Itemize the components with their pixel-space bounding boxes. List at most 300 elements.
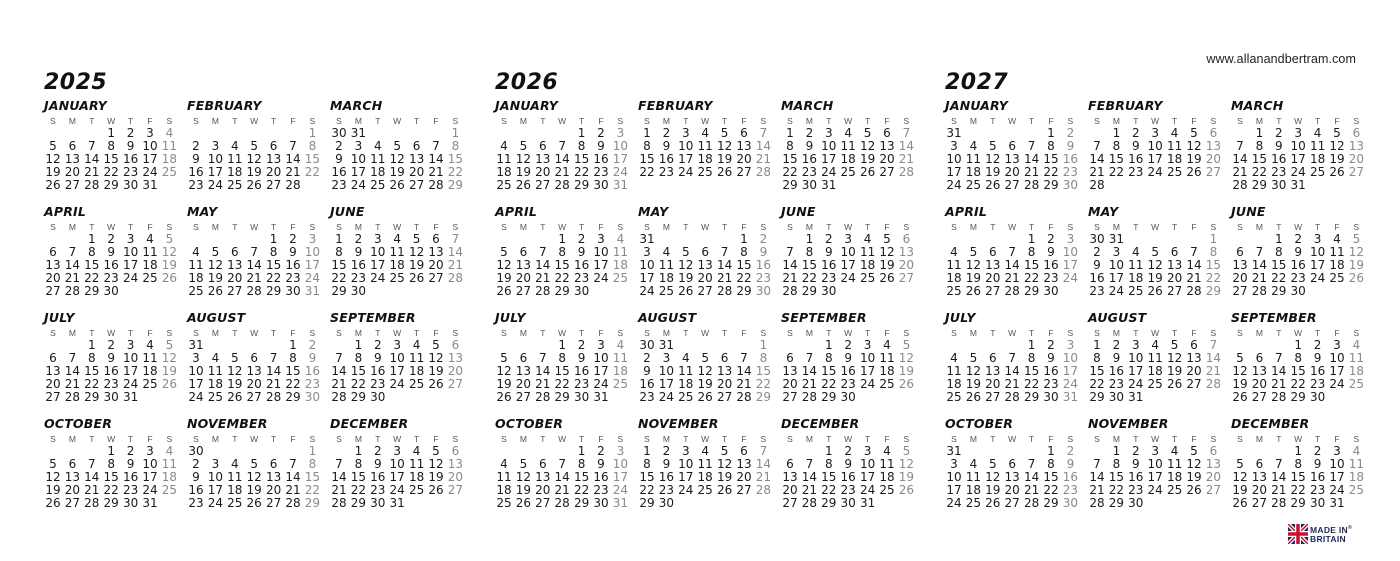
calendar-day: 15 — [1251, 152, 1268, 167]
calendar-day: 7 — [740, 351, 748, 366]
calendar-day: 29 — [350, 390, 367, 405]
calendar-day: 8 — [1027, 351, 1036, 366]
calendar-day: 5 — [1151, 245, 1159, 260]
weekday-label: S — [617, 222, 624, 232]
weekday-label: S — [787, 328, 793, 338]
calendar-day: 9 — [597, 457, 605, 472]
calendar-day: 5 — [500, 351, 508, 366]
calendar-day: 4 — [701, 126, 709, 140]
calendar-day: 23 — [1089, 284, 1105, 299]
calendar-day: 3 — [616, 126, 625, 140]
weekday-label: S — [501, 222, 507, 232]
weekday-label: M — [1112, 222, 1120, 232]
calendar-day: 8 — [824, 351, 833, 366]
calendar-day: 26 — [1147, 284, 1163, 299]
calendar-day: 28 — [1004, 284, 1020, 299]
calendar-day: 23 — [593, 483, 609, 498]
calendar-day: 3 — [1294, 126, 1302, 140]
calendar-day: 25 — [1166, 165, 1183, 180]
weekday-label: F — [147, 328, 153, 338]
calendar-day: 16 — [188, 165, 204, 180]
calendar-day: 6 — [1170, 245, 1179, 260]
calendar-day: 29 — [1251, 178, 1268, 193]
calendar-day: 14 — [801, 470, 818, 485]
calendar-day: 15 — [736, 258, 752, 273]
calendar-day: 24 — [142, 483, 158, 498]
calendar-day: 3 — [308, 232, 317, 246]
weekday-label: T — [1133, 434, 1139, 444]
calendar-day: 8 — [1209, 245, 1218, 260]
weekday-label: W — [393, 328, 402, 338]
calendar-day: 18 — [879, 364, 895, 379]
calendar-day: 12 — [389, 152, 405, 167]
calendar-day: 25 — [389, 271, 405, 286]
month-name: FEBRUARY — [638, 98, 713, 113]
calendar-day: 1 — [759, 338, 768, 352]
calendar-day: 29 — [554, 390, 570, 405]
calendar-day: 16 — [304, 364, 321, 379]
weekday-label: T — [1314, 116, 1321, 126]
month-september — [1231, 310, 1371, 415]
calendar-day: 21 — [801, 377, 818, 392]
calendar-day: 10 — [612, 139, 629, 154]
calendar-day: 1 — [824, 444, 833, 458]
calendar-day: 16 — [1309, 364, 1326, 379]
weekday-label: S — [309, 328, 316, 338]
calendar-day: 22 — [447, 165, 464, 180]
calendar-day: 21 — [1004, 377, 1020, 392]
calendar-day: 27 — [535, 178, 551, 193]
calendar-day: 5 — [1190, 126, 1198, 140]
calendar-day: 26 — [1186, 483, 1202, 498]
weekday-label: T — [721, 434, 728, 444]
weekday-label: M — [1255, 222, 1263, 232]
month-name: SEPTEMBER — [781, 310, 867, 325]
calendar-day: 5 — [988, 457, 997, 472]
calendar-day: 19 — [1232, 483, 1248, 498]
calendar-day: 20 — [1348, 152, 1365, 167]
calendar-day: 26 — [496, 284, 512, 299]
calendar-day: 15 — [350, 470, 367, 485]
calendar-day: 16 — [801, 152, 818, 167]
calendar-day: 28 — [1232, 178, 1248, 193]
calendar-day: 5 — [701, 351, 709, 366]
weekday-label: F — [741, 222, 747, 232]
calendar-day: 31 — [1128, 390, 1144, 405]
month-name: FEBRUARY — [187, 98, 262, 113]
weekday-label: T — [1276, 116, 1282, 126]
calendar-day: 20 — [879, 152, 895, 167]
calendar-day: 19 — [496, 271, 512, 286]
weekday-label: S — [617, 116, 624, 126]
calendar-day: 10 — [821, 139, 837, 154]
weekday-label: T — [270, 328, 277, 338]
weekday-label: T — [540, 434, 546, 444]
calendar-day: 11 — [1348, 351, 1365, 366]
month-may — [187, 204, 327, 309]
calendar-day: 19 — [965, 271, 982, 286]
calendar-day: 2 — [577, 338, 586, 352]
calendar-day: 8 — [335, 245, 343, 260]
weekday-header — [187, 434, 327, 444]
calendar-day: 2 — [289, 232, 297, 246]
calendar-day: 17 — [612, 152, 629, 167]
calendar-day: 18 — [408, 364, 425, 379]
calendar-day: 15 — [821, 364, 837, 379]
year-title: 2027 — [945, 70, 1009, 95]
weekday-label: M — [805, 222, 813, 232]
calendar-day: 3 — [681, 126, 690, 140]
calendar-day: 15 — [304, 152, 321, 167]
calendar-day: 7 — [1008, 245, 1016, 260]
weekday-label: M — [1255, 434, 1263, 444]
weekday-label: M — [805, 328, 813, 338]
calendar-day: 15 — [1205, 258, 1222, 273]
calendar-day: 29 — [1271, 284, 1287, 299]
calendar-day: 18 — [161, 470, 178, 485]
weekday-header — [945, 222, 1085, 232]
calendar-day: 27 — [1251, 390, 1268, 405]
calendar-day: 13 — [1186, 351, 1202, 366]
calendar-day: 25 — [697, 165, 713, 180]
calendar-day: 2 — [1313, 338, 1322, 352]
calendar-day: 21 — [84, 165, 100, 180]
calendar-day: 23 — [1062, 165, 1079, 180]
weekday-label: S — [1067, 328, 1074, 338]
calendar-day: 7 — [786, 245, 794, 260]
calendar-day: 24 — [142, 165, 158, 180]
weekday-label: T — [1314, 328, 1321, 338]
calendar-day: 24 — [593, 377, 609, 392]
calendar-day: 16 — [840, 470, 856, 485]
calendar-day: 1 — [1255, 126, 1264, 140]
month-june — [330, 204, 470, 309]
weekday-label: M — [211, 434, 219, 444]
calendar-day: 8 — [451, 139, 460, 154]
calendar-day: 4 — [500, 457, 508, 472]
weekday-header — [1231, 116, 1371, 126]
calendar-day: 29 — [304, 496, 321, 511]
weekday-label: W — [107, 328, 116, 338]
calendar-day: 19 — [227, 377, 243, 392]
website-url[interactable]: www.allanandbertram.com — [1206, 52, 1356, 66]
calendar-day: 12 — [716, 457, 733, 472]
calendar-day: 13 — [535, 470, 551, 485]
weekday-label: W — [844, 116, 853, 126]
calendar-day: 14 — [1004, 258, 1020, 273]
weekday-label: S — [193, 434, 199, 444]
calendar-day: 30 — [350, 284, 367, 299]
weekday-header — [638, 328, 778, 338]
calendar-day: 30 — [1108, 390, 1125, 405]
weekday-label: F — [1191, 434, 1197, 444]
calendar-day: 7 — [68, 351, 77, 366]
calendar-day: 2 — [335, 139, 343, 154]
weekday-label: F — [598, 116, 604, 126]
calendar-day: 2 — [1093, 245, 1101, 260]
calendar-day: 14 — [716, 258, 733, 273]
weekday-label: S — [1353, 116, 1360, 126]
calendar-day: 12 — [428, 457, 444, 472]
calendar-day: 26 — [716, 483, 733, 498]
calendar-day: 28 — [554, 496, 570, 511]
calendar-day: 12 — [161, 351, 178, 366]
calendar-day: 27 — [265, 178, 282, 193]
calendar-day: 26 — [45, 178, 61, 193]
weekday-label: T — [721, 222, 728, 232]
weekday-label: T — [1171, 222, 1178, 232]
calendar-day: 10 — [188, 364, 204, 379]
calendar-day: 2 — [107, 232, 115, 246]
weekday-label: T — [232, 116, 238, 126]
calendar-day: 23 — [370, 377, 386, 392]
calendar-day: 8 — [107, 457, 115, 472]
calendar-day: 7 — [1093, 139, 1101, 154]
calendar-day: 8 — [354, 351, 363, 366]
calendar-day: 30 — [1309, 496, 1326, 511]
calendar-day: 21 — [755, 470, 772, 485]
calendar-day: 28 — [246, 284, 262, 299]
calendar-day: 5 — [412, 232, 421, 246]
calendar-day: 7 — [432, 139, 440, 154]
month-march — [330, 98, 470, 203]
calendar-day: 6 — [269, 139, 278, 154]
calendar-day: 26 — [227, 390, 243, 405]
weekday-label: S — [644, 222, 650, 232]
weekday-label: F — [741, 434, 747, 444]
month-name: OCTOBER — [945, 416, 1014, 431]
calendar-day: 29 — [1023, 284, 1040, 299]
calendar-day: 15 — [285, 364, 301, 379]
calendar-day: 20 — [898, 258, 915, 273]
weekday-header — [1231, 328, 1371, 338]
calendar-day: 5 — [165, 338, 174, 352]
month-march — [1231, 98, 1371, 203]
weekday-label: F — [1191, 116, 1197, 126]
calendar-day: 11 — [496, 152, 512, 167]
weekday-label: T — [232, 328, 238, 338]
weekday-label: T — [864, 328, 871, 338]
calendar-day: 21 — [1023, 165, 1040, 180]
calendar-day: 28 — [736, 390, 752, 405]
weekday-label: T — [232, 434, 238, 444]
calendar-day: 17 — [350, 165, 367, 180]
calendar-day: 29 — [285, 390, 301, 405]
weekday-label: S — [760, 222, 767, 232]
calendar-day: 26 — [207, 284, 224, 299]
calendar-day: 16 — [122, 152, 139, 167]
calendar-day: 31 — [304, 284, 321, 299]
calendar-day: 16 — [1309, 470, 1326, 485]
calendar-day: 13 — [985, 258, 1001, 273]
weekday-label: T — [413, 222, 420, 232]
weekday-label: S — [166, 434, 173, 444]
calendar-day: 23 — [285, 271, 301, 286]
weekday-label: T — [1133, 222, 1139, 232]
calendar-day: 10 — [1329, 351, 1345, 366]
month-name: JANUARY — [44, 98, 107, 113]
weekday-label: T — [826, 116, 832, 126]
calendar-day: 17 — [612, 470, 629, 485]
calendar-day: 24 — [859, 483, 876, 498]
calendar-day: 24 — [612, 483, 629, 498]
calendar-day: 13 — [1004, 152, 1020, 167]
calendar-day: 7 — [1236, 139, 1244, 154]
month-name: JANUARY — [945, 98, 1008, 113]
calendar-day: 6 — [432, 232, 440, 246]
calendar-day: 2 — [577, 232, 586, 246]
calendar-day: 31 — [612, 178, 629, 193]
calendar-day: 23 — [755, 271, 772, 286]
calendar-day: 14 — [84, 152, 100, 167]
calendar-day: 7 — [1027, 139, 1036, 154]
calendar-day: 10 — [946, 152, 962, 167]
month-july — [945, 310, 1085, 415]
calendar-day: 16 — [840, 364, 856, 379]
calendar-day: 9 — [1112, 351, 1121, 366]
month-name: JANUARY — [495, 98, 558, 113]
calendar-day: 15 — [1023, 364, 1040, 379]
calendar-day: 17 — [678, 152, 694, 167]
calendar-day: 15 — [782, 152, 798, 167]
calendar-day: 22 — [1023, 377, 1040, 392]
calendar-day: 25 — [408, 483, 425, 498]
calendar-day: 2 — [192, 457, 200, 472]
weekday-label: S — [452, 328, 459, 338]
calendar-day: 1 — [558, 338, 566, 352]
calendar-day: 14 — [285, 470, 301, 485]
calendar-day: 13 — [447, 457, 464, 472]
month-october — [44, 416, 184, 521]
calendar-day: 2 — [1131, 444, 1140, 458]
calendar-day: 30 — [1290, 284, 1306, 299]
weekday-label: M — [354, 222, 362, 232]
month-name: NOVEMBER — [187, 416, 268, 431]
calendar-day: 11 — [142, 351, 158, 366]
weekday-label: W — [250, 328, 259, 338]
weekday-label: T — [1133, 116, 1139, 126]
calendar-day: 30 — [122, 178, 139, 193]
calendar-day: 25 — [678, 390, 694, 405]
year-title: 2025 — [44, 70, 108, 95]
calendar-day: 23 — [1043, 271, 1059, 286]
weekday-label: W — [1151, 328, 1160, 338]
calendar-day: 1 — [558, 232, 566, 246]
calendar-day: 14 — [801, 364, 818, 379]
calendar-day: 8 — [1274, 245, 1283, 260]
month-name: MARCH — [781, 98, 834, 113]
calendar-day: 10 — [142, 457, 158, 472]
weekday-label: M — [1255, 116, 1263, 126]
calendar-day: 24 — [207, 178, 224, 193]
calendar-day: 17 — [840, 258, 856, 273]
calendar-day: 4 — [146, 338, 154, 352]
calendar-day: 5 — [883, 232, 891, 246]
month-october — [495, 416, 635, 521]
calendar-day: 7 — [805, 351, 814, 366]
calendar-day: 29 — [350, 496, 367, 511]
calendar-day: 5 — [1236, 457, 1244, 472]
calendar-day: 11 — [658, 258, 675, 273]
calendar-day: 22 — [350, 483, 367, 498]
calendar-day: 2 — [192, 139, 200, 154]
calendar-day: 4 — [950, 245, 958, 260]
calendar-day: 29 — [1043, 496, 1059, 511]
month-name: APRIL — [44, 204, 87, 219]
calendar-day: 27 — [265, 496, 282, 511]
calendar-day: 5 — [432, 338, 440, 352]
calendar-day: 16 — [658, 470, 675, 485]
calendar-day: 4 — [373, 139, 382, 154]
calendar-day: 13 — [782, 470, 798, 485]
weekday-label: F — [1048, 116, 1054, 126]
weekday-label: T — [540, 116, 546, 126]
calendar-day: 20 — [1004, 165, 1020, 180]
calendar-day: 20 — [736, 152, 752, 167]
calendar-day: 25 — [879, 483, 895, 498]
calendar-day: 25 — [496, 496, 512, 511]
calendar-day: 14 — [64, 364, 81, 379]
calendar-day: 24 — [658, 390, 675, 405]
calendar-day: 27 — [535, 496, 551, 511]
calendar-day: 30 — [573, 390, 590, 405]
weekday-label: W — [558, 222, 567, 232]
month-name: MAY — [187, 204, 218, 219]
weekday-label: S — [336, 434, 342, 444]
calendar-day: 22 — [821, 377, 837, 392]
calendar-day: 7 — [1209, 338, 1218, 352]
calendar-day: 22 — [782, 165, 798, 180]
calendar-day: 5 — [1170, 338, 1179, 352]
calendar-day: 4 — [883, 444, 891, 458]
calendar-day: 7 — [805, 457, 814, 472]
calendar-day: 25 — [612, 271, 629, 286]
calendar-day: 4 — [969, 457, 978, 472]
weekday-label: F — [741, 116, 747, 126]
calendar-day: 8 — [1255, 139, 1264, 154]
weekday-label: S — [309, 434, 316, 444]
calendar-day: 13 — [447, 351, 464, 366]
calendar-day: 5 — [230, 351, 239, 366]
calendar-day: 1 — [1047, 444, 1055, 458]
weekday-label: W — [701, 116, 710, 126]
weekday-label: F — [433, 434, 439, 444]
weekday-label: M — [805, 116, 813, 126]
calendar-day: 7 — [759, 126, 768, 140]
calendar-day: 21 — [1232, 165, 1248, 180]
calendar-day: 29 — [1089, 390, 1105, 405]
weekday-header — [781, 328, 921, 338]
calendar-day: 15 — [573, 470, 590, 485]
calendar-day: 8 — [740, 245, 748, 260]
calendar-day: 6 — [1255, 351, 1264, 366]
calendar-day: 30 — [1062, 178, 1079, 193]
month-july — [44, 310, 184, 415]
calendar-day: 21 — [1089, 165, 1105, 180]
calendar-day: 20 — [1004, 483, 1020, 498]
calendar-day: 14 — [1205, 351, 1222, 366]
calendar-day: 3 — [393, 338, 401, 352]
calendar-day: 12 — [496, 364, 512, 379]
weekday-label: T — [127, 328, 134, 338]
calendar-day: 3 — [393, 444, 401, 458]
weekday-label: F — [290, 116, 296, 126]
calendar-day: 24 — [389, 377, 405, 392]
calendar-day: 27 — [985, 390, 1001, 405]
calendar-day: 4 — [1170, 444, 1179, 458]
weekday-label: W — [1151, 434, 1160, 444]
calendar-day: 23 — [331, 178, 347, 193]
